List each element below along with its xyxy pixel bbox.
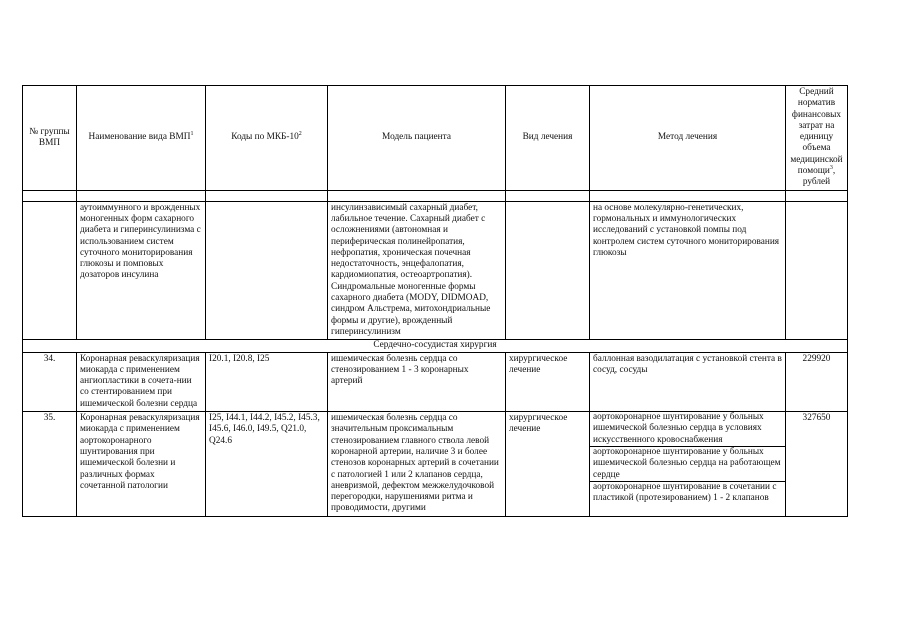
header-group-number: № группы ВМП [23,86,77,191]
section-title: Сердечно-сосудистая хирургия [23,340,848,352]
method-item: аортокоронарное шунтирование у больных ишемической болезнью сердца в условиях искусственного кровоснабжения [593,412,764,445]
cell-patient-model: ишемическая болезнь сердца со стенозированием 1 - 3 коронарных артерий [328,352,506,411]
cell-average-cost [786,201,848,340]
header-icd-codes: Коды по МКБ-$10^2$ [206,86,328,191]
cell-treatment-method: на основе молекулярно-генетических, гормональных и иммунологических исследований с установкой помпы под контролем систем суточного мониторирования глюкозы [590,201,786,340]
cell-average-cost: 327650 [786,412,848,517]
cell-average-cost: 229920 [786,352,848,411]
cell-number: 35. [23,412,77,517]
header-treatment-type: Вид лечения [506,86,590,191]
continuation-row [23,201,848,340]
cell-patient-model: ишемическая болезнь сердца со значительным проксимальным стенозированием главного ствола левой коронарной артерии, наличие 3 и более стенозов коронарных артерий в сочетании с патологией 1 или 2 клапанов сердца, аневризмой, дефектом межжелудочковой перегородки, нарушениями ритма и проводимости, другими [328,412,506,517]
method-item: аортокоронарное шунтирование в сочетании с пластикой (протезированием) 1 - 2 клапанов [590,481,785,505]
cell-icd-codes [206,201,328,340]
table-row [23,412,848,517]
header-vmp-name: Наименование вида ВМП$^1$ [77,86,206,191]
cell-number: 34. [23,352,77,411]
vmp-table [22,85,848,517]
cell-treatment-method: баллонная вазодилатация с установкой стента в сосуд, сосуды [590,352,786,411]
cell-vmp-name: Коронарная реваскуляризация миокарда с применением аортокоронарного шунтирования при ишемической болезни и различных формах сочетанной патологии [77,412,206,517]
cell-treatment-method [590,412,786,517]
header-average-cost: Средний норматив финансовых затрат на единицу объема медицинской помощи$^3$, рублей [786,86,848,191]
cell-number [23,201,77,340]
cell-vmp-name: Коронарная реваскуляризация миокарда с применением ангиопластики в сочета-нии со стентированием при ишемической болезни сердца [77,352,206,411]
cell-vmp-name: аутоиммунного и врожденных моногенных форм сахарного диабета и гиперинсулинизма с использованием систем суточного мониторирования глюкозы и помповых дозаторов инсулина [77,201,206,340]
cell-icd-codes: I20.1, I20.8, I25 [206,352,328,411]
cell-treatment-type: хирургическое лечение [506,352,590,411]
cell-treatment-type: хирургическое лечение [506,412,590,517]
section-heading-row [23,340,848,352]
header-treatment-method: Метод лечения [590,86,786,191]
cell-patient-model: инсулинзависимый сахарный диабет, лабильное течение. Сахарный диабет с осложнениями (автономная и периферическая полинейропатия, нефропатия, хроническая почечная недостаточность, энцефалопатия, кардиомиопатия, остеоартропатия). Синдромальные моногенные формы сахарного диабета (MODY, DIDMOAD, синдром Альстрема, митохондриальные формы и другие), врожденный гиперинсулинизм [328,201,506,340]
method-item: аортокоронарное шунтирование у больных ишемической болезнью сердца на работающем сердце [590,446,785,481]
cell-treatment-type [506,201,590,340]
header-patient-model: Модель пациента [328,86,506,191]
cell-icd-codes: I25, I44.1, I44.2, I45.2, I45.3, I45.6, I46.0, I49.5, Q21.0, Q24.6 [206,412,328,517]
table-header-row [23,86,848,191]
empty-spacer-row [23,190,848,201]
table-row [23,352,848,411]
